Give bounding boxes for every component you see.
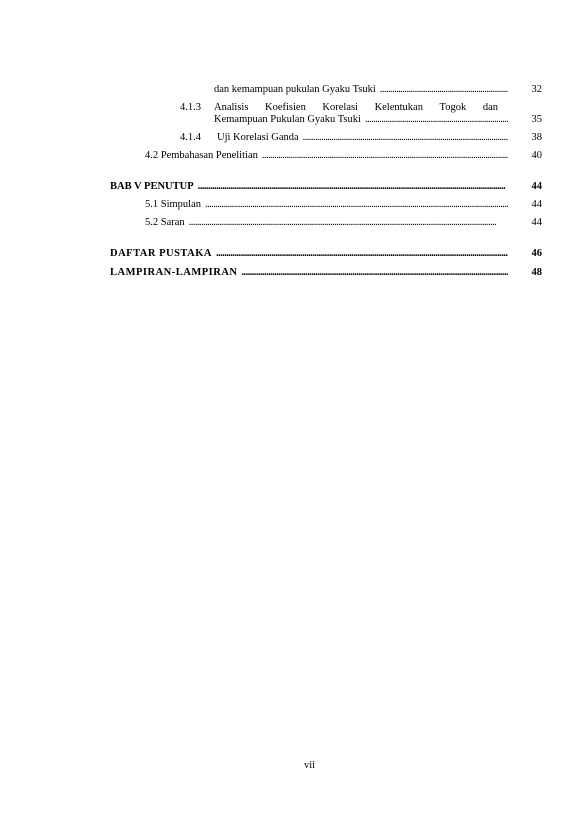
toc-entry-4-2 [145,149,510,162]
toc-page-number: 44 [531,199,542,210]
dot-leader [365,113,508,126]
toc-page-number: 32 [531,84,542,95]
dot-leader [242,266,509,279]
dot-leader [205,198,508,211]
toc-word: Kelentukan [374,102,423,113]
toc-entry-text: BAB V PENUTUP [110,181,194,192]
toc-entry-text: 5.1 Simpulan [145,199,202,210]
dot-leader [262,149,508,162]
toc-page-number: 38 [531,132,542,143]
toc-word: Korelasi [322,102,358,113]
toc-page-number: 44 [531,181,542,192]
toc-entry-continuation [214,83,510,96]
toc-entry-4-1-3 [214,113,510,126]
toc-entry-text: dan kemampuan pukulan Gyaku Tsuki [214,84,376,95]
toc-page-number: 35 [531,114,542,125]
dot-leader [216,247,508,260]
toc-entry-daftar-pustaka [110,247,510,260]
toc-entry-bab-5 [110,180,510,193]
toc-page-number: 48 [531,267,542,278]
toc-entry-text-line2: Kemampuan Pukulan Gyaku Tsuki [214,114,361,125]
toc-entry-number: 4.1.4 [180,132,201,143]
dot-leader [189,216,508,229]
toc-entry-5-1 [145,198,510,211]
dot-leader [303,131,508,144]
toc-entry-lampiran [110,266,510,279]
toc-word: Analisis [214,102,249,113]
toc-entry-number: 4.1.3 [180,102,201,113]
toc-word: Koefisien [265,102,306,113]
footer-page-number: vii [303,760,316,771]
toc-entry-text: 4.2 Pembahasan Penelitian [145,150,258,161]
toc-page-number: 40 [531,150,542,161]
toc-entry-4-1-4 [217,131,510,144]
toc-entry-text: 5.2 Saran [145,217,185,228]
toc-entry-text: LAMPIRAN-LAMPIRAN [110,267,238,278]
toc-entry-text: DAFTAR PUSTAKA [110,248,212,259]
dot-leader [380,83,508,96]
toc-page-number: 46 [531,248,542,259]
toc-word: Togok [439,102,467,113]
toc-entry-text: Uji Korelasi Ganda [217,132,299,143]
toc-word: dan [482,102,498,113]
toc-page-number: 44 [531,217,542,228]
toc-entry-5-2 [145,216,510,229]
dot-leader [198,180,508,193]
